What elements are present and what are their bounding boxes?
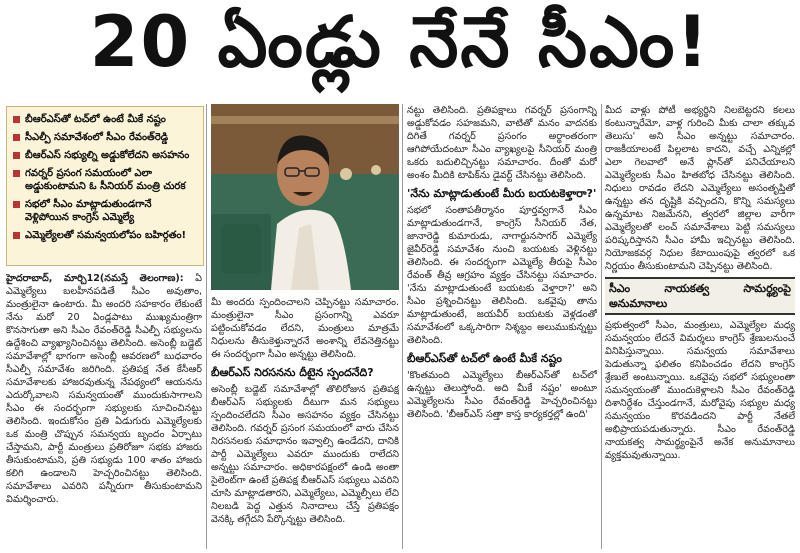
paragraph: ప్రభుత్వంలో సీఎం, మంత్రులు, ఎమ్మెల్యేల మధ్య సమన్వయం లేదనే విమర్శలు కాంగ్రెస్ శ్రేణులనుంచే వినిపిస్తున్నాయి. సమన్వయ సమావేశాలు పెడుతున్నా ఫలితం కనిపించడం లేదని కాంగ్రెస్ శ్రేణులే అంటున్నాయి. ఒకవైపు సభలో సభ్యులంతా సమన్వయంతో ముందుకెళ్లాలని సీఎం రేవంత్‌రెడ్డి దిశానిర్దేశం చేస్తుండగానే, మరోవైపు సభ్యుల మధ్య సమన్వయం కొరవడిందని పార్టీ నేతలే అభిప్రాయపడుతున్నారు. సీఎం రేవంత్‌రెడ్డి నాయకత్వ సామర్థ్యంపైనే అనేక అనుమానాలు వ్యక్తమవుతున్నాయి. [605, 320, 795, 461]
subheading: బీఆర్ఎస్‌తో టచ్‌లో ఉంటే మీకే నష్టం [407, 352, 562, 365]
column-divider [601, 104, 602, 549]
highlight-item: సీఎల్పీ సమావేశంలో సీఎం రేవంత్‌రెడ్డి [13, 131, 197, 144]
column-divider [206, 104, 207, 549]
bullet-icon [13, 201, 20, 208]
paragraph: మీద వాళ్లు పోటీ అభ్యర్థిని నిలబెట్టరని కలలు కంటున్నారేమో, వాళ్ల గురించి మీకు చాలా తక్కువ తెలుసు' అని సీఎం అన్నట్టు సమాచారం. రాజకీయాలంటే పిల్లలాట కాదని, వచ్చే ఎన్నికల్లో ఎలా గెలవాలో అనే ప్లాన్‌తో పనిచేయాలని ఎమ్మెల్యేలకు సీఎం హితబోధ చేసినట్టు తెలిసింది. నిధులు రావడం లేదని ఎమ్మెల్యేలు అసంతృప్తితో ఉన్నట్టు తన దృష్టికి వచ్చిందని, కొన్ని సమస్యలు ఉన్నమాట నిజమేనని, త్వరలో జిల్లాల వారీగా ఎమ్మెల్యేలతో లంచ్ సమావేశాలు పెట్టి సమస్యలు పరిష్కరిస్తానని సీఎం హామీ ఇచ్చినట్టు తెలిసింది. నియోజకవర్గ నిధుల కేటాయింపుపై త్వరలో ఒక నిర్ణయం తీసుకుంటామని చెప్పినట్టు తెలిసింది. [605, 105, 795, 272]
highlight-item: ఎమ్మెల్యేలతో సమన్వయలోపం బహిర్గతం! [13, 229, 197, 242]
subheading: బీఆర్ఎస్ నిరసనను దీటైన స్పందనేది? [211, 366, 374, 379]
paragraph: నట్టు తెలిసింది. ప్రతిపక్షాలు గవర్నర్ ప్రసంగాన్ని అడ్డుకోవడం సహజమని, వాటితో మనం వాదనకు దిగితే గవర్నర్ ప్రసంగం అర్థాంతరంగా ఆగిపోయేదంటూ సీఎం వ్యాఖ్యలపై సీనియర్ మంత్రి ఒకరు బదులిచ్చినట్టు సమాచారం. దీంతో మరో అంశం మీదికి టాపిక్‌ను డైవర్ట్ చేసినట్టు తెలిసింది. [407, 105, 597, 181]
dateline: హైదరాబాద్, మార్చి12(నమస్తే తెలంగాణ): [6, 273, 196, 284]
news-photo [211, 104, 399, 290]
photo-illustration [211, 104, 399, 290]
highlights-box [6, 106, 204, 266]
bullet-icon [13, 170, 20, 177]
headline: 20 ఏండ్లు నేనే సీఎం! [89, 0, 711, 83]
paragraph: 'కొంతమంది ఎమ్మెల్యేలు బీఆర్ఎస్‌తో టచ్‌లో ఉన్నట్టు తెలుస్తోంది. అది మీకే నష్టం' అంటూ ఎమ్మెల్యేలను సీఎం రేవంత్‌రెడ్డి హెచ్చరించినట్టు తెలిసింది. 'బీఆర్ఎస్ సత్తా కాస్త కార్యకర్తల్లో ఉంది' [407, 370, 597, 420]
subheading-boxed: సీఎం నాయకత్వ సామర్థ్యంపై అనుమానాలు [605, 277, 795, 315]
bullet-icon [13, 116, 20, 123]
highlight-item: బీఆర్ఎస్‌తో టచ్‌లో ఉంటే మీకే నష్టం [13, 113, 197, 126]
highlight-item: గవర్నర్ ప్రసంగ సమయంలో ఎలా అడ్డుకుంటామని ఓ సీనియర్ మంత్రి చురక [13, 167, 197, 193]
article-column-4 [605, 104, 795, 550]
article-column-3 [407, 104, 597, 550]
paragraph: మీ అందరు స్పందించాలని చెప్పినట్టు సమాచారం. మంత్రులైనా సీఎం ప్రసంగాన్ని ఎవరూ పట్టించుకోవడం లేదని, మంత్రులు మాత్రమే నిధులను తీసుకెళ్తున్నారనే అంశాన్ని లేవనెత్తినట్టు ఈ సందర్భంగా సీఎం అన్నట్టు తెలిసింది. [211, 297, 399, 360]
article-column-1 [6, 272, 202, 550]
paragraph: అసెంబ్లీ బడ్జెట్ సమావేశాల్లో తొలిరోజున ప్రతిపక్ష బీఆర్ఎస్ సభ్యులకు దీటుగా మన సభ్యులు స్పందించలేదని సీఎం అసహనం వ్యక్తం చేసినట్టు తెలిసింది. గవర్నర్ ప్రసంగ సమయంలో వారు చేసిన నిరసనలకు సమాధానం ఇవ్వాల్సి ఉండేదని, దానికి పార్టీ ఎమ్మెల్యేలు ఎవరూ ముందుకు రాలేదని అన్నట్టు సమాచారం. అధికారపక్షంలో ఉండి అంతా సైలెంట్‌గా ఉంటే ప్రతిపక్ష బీఆర్ఎస్ సభ్యులు ఎవరిని చూసి మాట్లాడతారని, ఎమ్మెల్యేలు, ఎమ్మెల్సీలు లేచి నిలబడి పెద్ద ఎత్తున నినాదాలు చేస్తే ప్రతిపక్షం వెనక్కి తగ్గేదని పేర్కొన్నట్టు తెలిసింది. [211, 384, 399, 525]
bullet-icon [13, 134, 20, 141]
paragraph: హైదరాబాద్, మార్చి12(నమస్తే తెలంగాణ): ఏ ఎమ్మెల్యేలు బలహీనపడితే సీఎం అవుతాం, మంత్రులైనా ఉంటారు. మీ అందరి సహకారం లేకుంటే నేను మరో 20 ఏండ్లపాటు ముఖ్యమంత్రిగా కొనసాగుతా అని సీఎం రేవంత్‌రెడ్డి సీఎల్పీ సభ్యులను ఉద్దేశించి వ్యాఖ్యానించినట్టు తెలిసింది. అసెంబ్లీ బడ్జెట్ సమావేశాల్లో భాగంగా అసెంబ్లీ ఆవరణలో బుధవారం సీఎల్పీ సమావేశం జరిగింది. ప్రతిపక్ష నేత కేసీఆర్ సమావేశాలకు హాజరవుతున్న నేపథ్యంలో ఆయనను ఎదుర్కోవాలని సమన్వయంతో ముందుకుసాగాలని సీఎం ఈ సందర్భంగా సభ్యులకు సూచించినట్టు తెలిసింది. ఇందుకోసం ప్రతి ఏడుగురు ఎమ్మెల్యేలకు ఒక మంత్రి చొప్పున సమన్వయ బృందం ఏర్పాటు చేస్తామని, పార్టీ మంత్రులు ప్రతిరోజూ సభకు హాజరు తీసుకుంటామని, ప్రతి సభ్యుడు 100 శాతం హాజరు కలిగి ఉండాలని హెచ్చరించినట్టు తెలిసింది. సమావేశాలు ఎవరిని పన్నీరుగా తీసుకుంటామని విమర్శించారు. [6, 273, 202, 505]
bullet-icon [13, 232, 20, 239]
bullet-icon [13, 152, 20, 159]
paragraph: సభలో సంతాపతీర్మానం పూర్తవ్వగానే సీఎం మాట్లాడుతుండగానే, కాంగ్రెస్ సీనియర్ నేత, జానారెడ్డి కుమారుడు, నాగార్జునసాగర్ ఎమ్మెల్యే జైవీర్‌రెడ్డి సమావేశం నుంచి బయటకు వెళ్లినట్టు తెలిసింది. ఈ సందర్భంగా ఎమ్మెల్యే తీరుపై సీఎం రేవంత్ తీవ్ర ఆగ్రహం వ్యక్తం చేసినట్టు సమాచారం. 'నేను మాట్లాడుతుంటే బయటకు వెళ్తారా?' అని సీఎం ప్రశ్నించినట్టు తెలిసింది. ఒకవైపు తాను మాట్లాడుతుంటే, జయవీర్ బయటకు వెళ్లడంతో సమావేశంలో ఒక్కసారిగా నిశ్శబ్దం అలుముకున్నట్టు తెలిసింది. [407, 205, 597, 346]
highlight-item: బీఆర్ఎస్ సభ్యుల్ని అడ్డుకోలేదని అసహనం [13, 149, 197, 162]
highlight-item: సభలో సీఎం మాట్లాడుతుండగానే వెళ్లిపోయిన కాంగ్రెస్ ఎమ్మెల్యే [13, 198, 197, 224]
article-column-2 [211, 296, 399, 550]
column-divider [402, 104, 403, 549]
subheading: 'నేను మాట్లాడుతుంటే మీరు బయటకెళ్తారా?' [407, 187, 597, 200]
